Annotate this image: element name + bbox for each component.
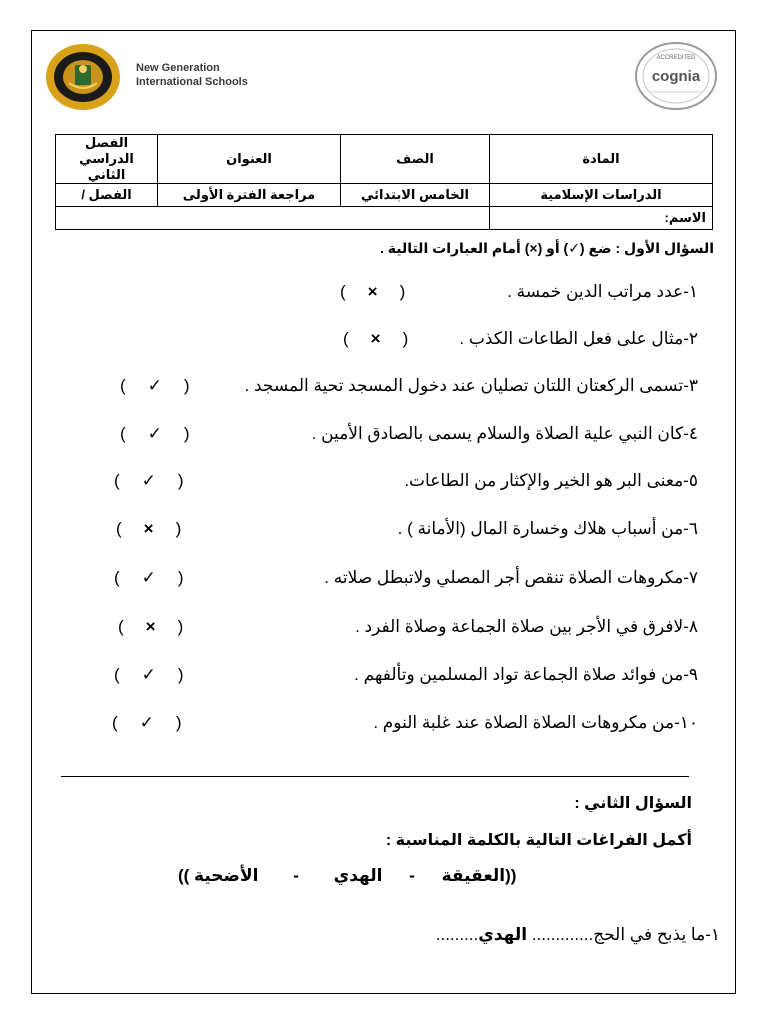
list-item [100,660,698,690]
question2-title: السؤال الثاني : [574,795,692,812]
cross-mark: × [367,282,378,301]
term-label-cell: الفصل الدراسي الثاني [56,135,158,184]
statement-text: ٩-من فوائد صلاة الجماعة تواد المسلمين وتألفهم . [354,665,698,684]
list-item [100,371,698,401]
answer-box[interactable]: (✓) [112,708,182,738]
check-mark: ✓ [141,471,156,490]
cross-mark: × [143,519,154,538]
word-bank-item: ((العقيقة [441,866,517,885]
list-item [100,514,698,544]
answer-box[interactable]: (×) [116,514,181,544]
school-name [136,61,248,89]
info-table [55,134,713,230]
answer-box[interactable]: (×) [340,277,405,307]
word-bank-item: الهدي [333,866,383,885]
subject-label-cell: المادة [490,135,713,184]
word-bank-item: الأضحية )) [178,866,259,885]
statement-text: ١-عدد مراتب الدين خمسة . [507,282,698,301]
statement-text: ٧-مكروهات الصلاة تنقص أجر المصلي ولاتبطل صلاته . [324,568,698,587]
accredited-text: ACCREDITED [656,55,696,61]
statement-text: ٢-مثال على فعل الطاعات الكذب . [459,329,698,348]
list-item [100,612,698,642]
word-bank [178,866,516,886]
fill-blank-item [436,925,720,945]
fill-blank-answer[interactable]: الهدي [478,925,532,944]
list-item [100,324,698,354]
statement-text: ٦-من أسباب هلاك وخسارة المال (الأمانة ) . [397,519,698,538]
name-label-cell: الاسم: [490,207,713,230]
answer-box[interactable]: (×) [118,612,183,642]
answer-box[interactable]: (✓) [120,419,190,449]
cognia-text: cognia [651,68,701,85]
title-label-cell: العنوان [158,135,341,184]
school-name-line1: New Generation [136,62,220,74]
check-mark: ✓ [139,713,154,732]
answer-box[interactable]: (✓) [120,371,190,401]
answer-box[interactable]: (×) [343,324,408,354]
list-item [100,466,698,496]
answer-box[interactable]: (✓) [114,466,184,496]
list-item [100,563,698,593]
check-mark: ✓ [147,424,162,443]
subject-value-cell: الدراسات الإسلامية [490,184,713,207]
school-name-line2: International Schools [136,76,248,88]
school-logo [45,43,121,111]
cross-mark: × [370,329,381,348]
name-field-cell[interactable] [56,207,490,230]
fill-blank-prefix: ١-ما يذبح في الحج............. [531,925,720,944]
check-mark: ✓ [141,568,156,587]
question2-instruction: أكمل الفراغات التالية بالكلمة المناسبة : [385,832,692,849]
class-value-cell: الفصل / [56,184,158,207]
list-item [100,708,698,738]
answer-box[interactable]: (✓) [114,563,184,593]
statement-text: ٣-تسمى الركعتان اللتان تصليان عند دخول المسجد تحية المسجد . [244,376,698,395]
cognia-accreditation-logo [634,42,718,110]
statement-text: ١٠-من مكروهات الصلاة الصلاة عند غلبة النوم . [373,713,698,732]
question1-title: السؤال الأول : ضع (✓) أو (×) أمام العبارات التالية . [379,240,714,256]
cross-mark: × [145,617,156,636]
statement-text: ٥-معنى البر هو الخير والإكثار من الطاعات. [404,471,698,490]
list-item [100,419,698,449]
fill-blank-suffix: ......... [435,925,479,944]
grade-value-cell: الخامس الابتدائي [341,184,490,207]
list-item [100,277,698,307]
word-bank-separator: - [409,866,415,885]
answer-box[interactable]: (✓) [114,660,184,690]
grade-label-cell: الصف [341,135,490,184]
statement-text: ٤-كان النبي علية الصلاة والسلام يسمى بالصادق الأمين . [311,424,698,443]
title-value-cell: مراجعة الفترة الأولى [158,184,341,207]
section-divider [61,776,689,777]
check-mark: ✓ [147,376,162,395]
word-bank-separator: - [293,866,299,885]
check-mark: ✓ [141,665,156,684]
statement-text: ٨-لافرق في الأجر بين صلاة الجماعة وصلاة الفرد . [355,617,698,636]
